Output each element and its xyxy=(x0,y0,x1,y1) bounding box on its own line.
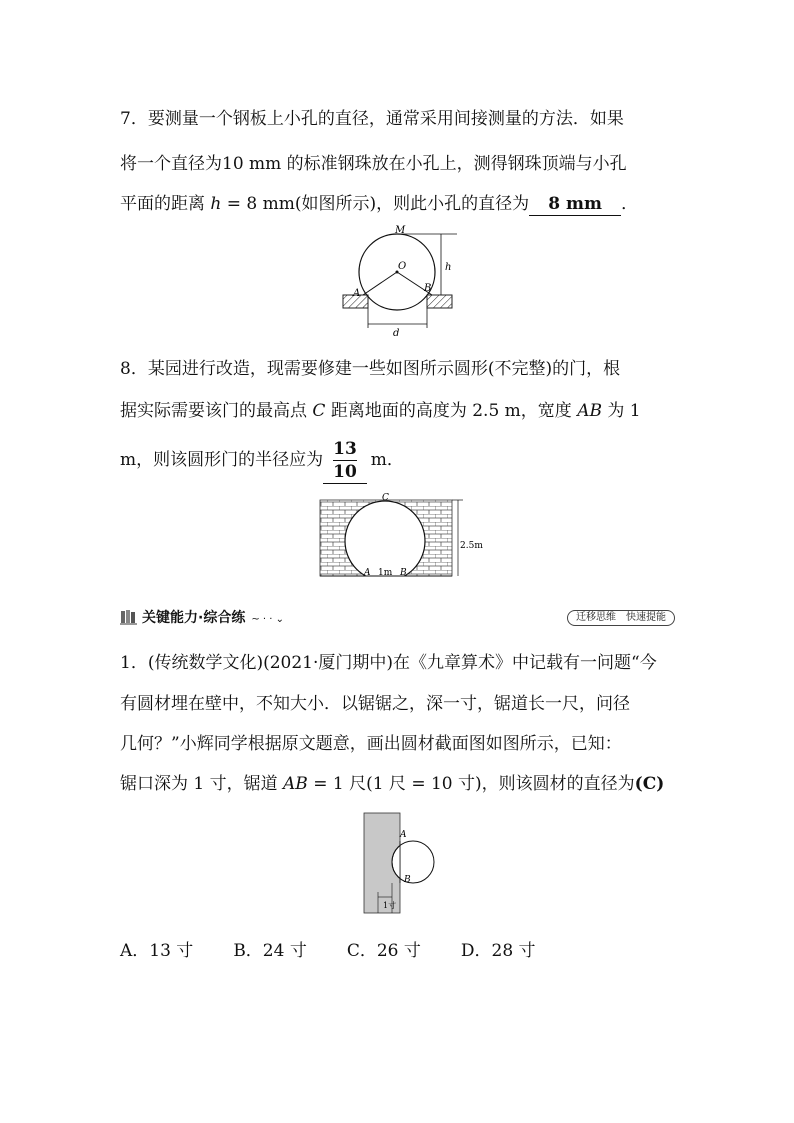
q1-option-a[interactable]: A．13 寸 xyxy=(120,941,194,961)
section-dots-icon: ~ · · ⌄ xyxy=(251,614,284,625)
q1-option-d[interactable]: D．28 寸 xyxy=(460,941,536,961)
q8-line-2 xyxy=(120,400,641,422)
q1-line-4-a: 锯口深为 1 寸，锯道 xyxy=(120,774,284,794)
q7-line-1: 7．要测量一个钢板上小孔的直径，通常采用间接测量的方法．如果 xyxy=(120,109,624,129)
q8-line-2-b: 距离地面的高度为 2.5 m，宽度 xyxy=(325,401,578,421)
label-width: 1m xyxy=(378,568,393,578)
label-A: A xyxy=(400,830,407,840)
section-book-icon xyxy=(120,609,138,625)
label-depth: 1寸 xyxy=(383,901,397,910)
q7-figure xyxy=(335,222,475,340)
q1-line-3: 几何？”小辉同学根据原文题意，画出圆材截面图如图所示，已知： xyxy=(120,734,622,754)
label-B: B xyxy=(400,568,407,578)
q1-line-1: 1．(传统数学文化)(2021·厦门期中)在《九章算术》中记载有一问题“今 xyxy=(120,653,657,673)
q8-line-1: 8．某园进行改造，现需要修建一些如图所示圆形(不完整)的门，根 xyxy=(120,359,621,379)
label-B: B xyxy=(404,875,411,885)
plate-right xyxy=(427,295,452,308)
section-title-text: 关键能力·综合练 xyxy=(142,610,246,626)
label-B: B xyxy=(424,283,432,294)
q1-line-4-b: = 1 尺(1 尺 = 10 寸)，则该圆材的直径为 xyxy=(307,774,635,794)
q7-var-h: h xyxy=(210,194,222,214)
q1-options xyxy=(120,940,576,962)
q7-line-3-text-a: 平面的距离 xyxy=(120,194,211,214)
q8-line-3 xyxy=(120,437,404,484)
section-title xyxy=(120,607,284,631)
q8-line-3-a: m，则该圆形门的半径应为 xyxy=(120,450,324,470)
label-C: C xyxy=(382,493,389,503)
q1-option-b[interactable]: B．24 寸 xyxy=(233,941,307,961)
q7-line-3 xyxy=(120,193,638,216)
q7-answer: 8 mm xyxy=(529,193,621,216)
section-header xyxy=(120,607,675,629)
label-height: 2.5m xyxy=(460,541,483,551)
q8-var-C: C xyxy=(312,401,326,421)
q7-line-3-text-b: = 8 mm(如图所示)，则此小孔的直径为 xyxy=(221,194,530,214)
q8-figure xyxy=(315,490,495,582)
q1-line-2: 有圆材埋在壁中，不知大小．以锯锯之，深一寸，锯道长一尺，问径 xyxy=(120,694,630,714)
q8-line-3-end: m． xyxy=(370,450,404,470)
q8-answer-denominator: 10 xyxy=(333,461,357,482)
label-M: M xyxy=(395,225,406,236)
q8-line-2-a: 据实际需要该门的最高点 xyxy=(120,401,313,421)
q1-answer: (C) xyxy=(634,774,665,794)
section-tag: 迁移思维 快速提能 xyxy=(567,610,675,626)
q8-var-AB: AB xyxy=(577,401,602,421)
q1-line-4 xyxy=(120,773,664,795)
label-A: A xyxy=(364,568,371,578)
q7-line-3-end: ． xyxy=(621,194,639,214)
label-h: h xyxy=(445,262,452,273)
label-O: O xyxy=(398,261,407,272)
radius-oa xyxy=(363,272,397,295)
q8-line-2-c: 为 1 xyxy=(601,401,641,421)
q8-answer-fraction xyxy=(323,438,367,484)
label-d: d xyxy=(393,328,400,339)
q1-figure xyxy=(358,810,438,918)
label-A: A xyxy=(353,288,361,299)
q7-line-2: 将一个直径为10 mm 的标准钢珠放在小孔上，测得钢珠顶端与小孔 xyxy=(120,154,627,174)
q8-answer-numerator: 13 xyxy=(333,438,357,459)
q1-var-AB: AB xyxy=(283,774,308,794)
q1-option-c[interactable]: C．26 寸 xyxy=(346,941,421,961)
